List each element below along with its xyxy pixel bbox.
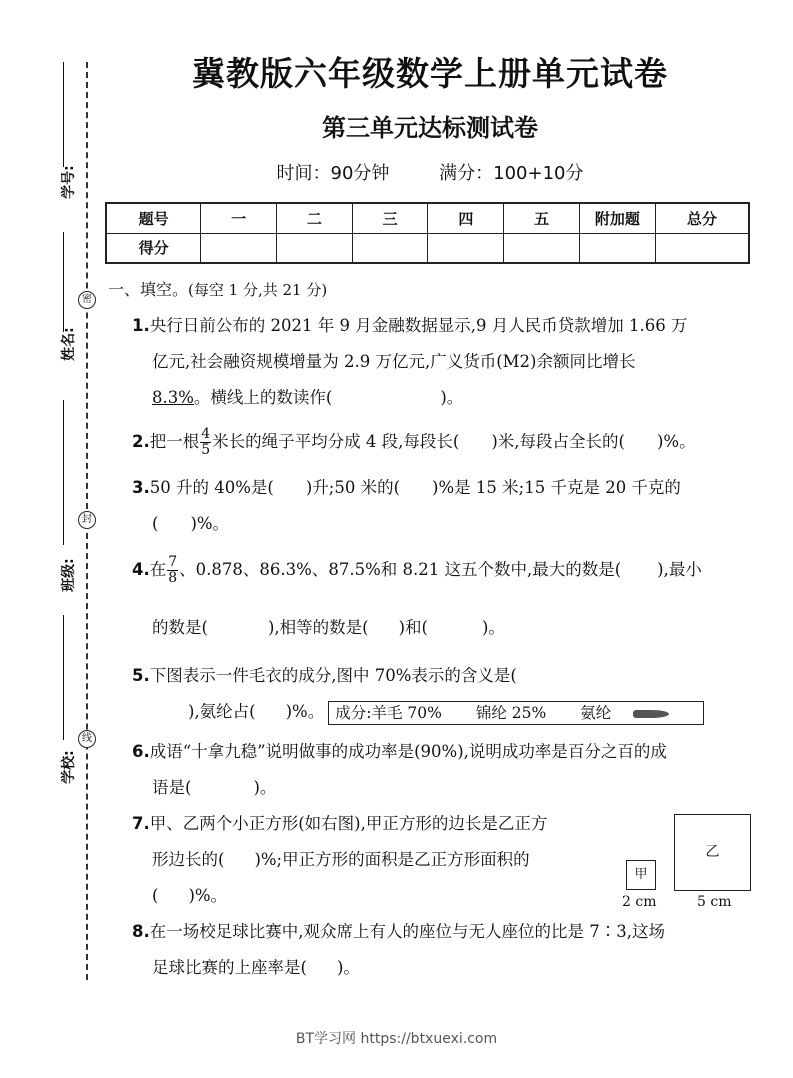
- student-id-label: 学号:: [61, 165, 77, 199]
- square-jia: 甲: [626, 860, 656, 890]
- wool-percent: 成分:羊毛 70%: [335, 703, 442, 722]
- section-title: 一、填空。: [108, 280, 189, 299]
- score-table: [105, 202, 750, 264]
- fraction-4-5: [200, 427, 211, 458]
- question-number: 6.: [132, 742, 150, 761]
- question-text: )。: [481, 618, 505, 637]
- question-text: )%。: [190, 514, 230, 533]
- question-text: 下图表示一件毛衣的成分,图中 70%表示的含义是(: [149, 666, 517, 685]
- score-header-cell: 二: [276, 203, 352, 233]
- class-line: [63, 400, 64, 545]
- time-limit: 时间：90分钟: [276, 163, 390, 184]
- class-label: 班级:: [61, 558, 77, 592]
- square-yi: 乙: [674, 814, 751, 891]
- score-header-cell: 总分: [655, 203, 749, 233]
- score-header-cell: 三: [352, 203, 428, 233]
- question-2: [132, 424, 752, 460]
- fraction-7-8: [167, 555, 178, 586]
- question-text: 足球比赛的上座率是(: [152, 958, 307, 977]
- question-text: 、0.878、86.3%、87.5%和 8.21 这五个数中,最大的数是(: [179, 560, 622, 579]
- score-row-label: 得分: [106, 233, 201, 263]
- question-text: 米长的绳子平均分成 4 段,每段长(: [212, 432, 460, 451]
- sweater-composition-label: [328, 701, 704, 725]
- question-text: )。: [440, 388, 464, 407]
- smudge-icon: [633, 710, 669, 718]
- question-text: 把一根: [149, 432, 200, 451]
- question-text: ),相等的数是(: [267, 618, 369, 637]
- question-text: (: [152, 886, 159, 905]
- nylon-percent: 锦纶 25%: [475, 703, 547, 722]
- question-4: [132, 552, 752, 646]
- question-text: 语是(: [152, 778, 192, 797]
- underlined-number: 8.3%: [152, 388, 194, 407]
- question-text: )米,每段占全长的(: [491, 432, 625, 451]
- question-3: [132, 470, 752, 542]
- spandex-label: 氨纶: [580, 703, 612, 722]
- question-8: [132, 914, 752, 986]
- question-text: 亿元,社会融资规模增量为 2.9 万亿元,广义货币(M2)余额同比增长: [152, 352, 636, 371]
- name-line: [63, 232, 64, 332]
- question-text: )%;甲正方形的面积是乙正方形面积的: [254, 850, 530, 869]
- section-heading: [108, 277, 327, 300]
- question-text: )。: [253, 778, 277, 797]
- exam-meta: [100, 159, 760, 185]
- question-6: [132, 734, 752, 806]
- score-cell[interactable]: [276, 233, 352, 263]
- denominator: 5: [201, 442, 211, 458]
- name-label: 姓名:: [61, 327, 77, 361]
- question-text: 50 升的 40%是(: [149, 478, 274, 497]
- score-cell[interactable]: [352, 233, 428, 263]
- question-text: 央行日前公布的 2021 年 9 月金融数据显示,9 月人民币贷款增加 1.66 万: [149, 316, 688, 335]
- numerator: 4: [201, 426, 211, 442]
- square-jia-side: 2 cm: [622, 894, 657, 910]
- numerator: 7: [168, 554, 178, 570]
- question-text: 形边长的(: [152, 850, 225, 869]
- school-line: [63, 615, 64, 740]
- question-text: 甲、乙两个小正方形(如右图),甲正方形的边长是乙正方: [149, 814, 548, 833]
- question-text: )%。: [285, 702, 325, 721]
- question-text: )%。: [188, 886, 228, 905]
- question-text: )。: [336, 958, 360, 977]
- seal-xian-icon: 线: [78, 730, 96, 748]
- page-subtitle: 第三单元达标测试卷: [322, 114, 538, 142]
- score-cell[interactable]: [504, 233, 580, 263]
- score-header-cell: 五: [504, 203, 580, 233]
- score-header-cell: 四: [428, 203, 504, 233]
- watermark-footer: BT学习网 https://btxuexi.com: [295, 1031, 498, 1047]
- question-text: 在一场校足球比赛中,观众席上有人的座位与无人座位的比是 7∶3,这场: [149, 922, 665, 941]
- question-text: 成语“十拿九稳”说明做事的成功率是(90%),说明成功率是百分之百的成: [149, 742, 667, 761]
- question-text: )%。: [656, 432, 696, 451]
- section-hint: (每空 1 分,共 21 分): [188, 281, 328, 299]
- question-text: )%是 15 米;15 千克是 20 千克的: [432, 478, 681, 497]
- question-text: 在: [149, 560, 167, 579]
- score-cell[interactable]: [580, 233, 656, 263]
- question-number: 4.: [132, 560, 150, 579]
- score-table-score-row: [106, 233, 749, 263]
- school-label: 学校:: [61, 750, 77, 784]
- question-text: )和(: [398, 618, 428, 637]
- question-5: [132, 658, 752, 730]
- full-score: 满分：100+10分: [439, 163, 584, 184]
- score-cell[interactable]: [655, 233, 749, 263]
- score-table-header-row: [106, 203, 749, 233]
- question-text: ),最小: [657, 560, 702, 579]
- question-number: 2.: [132, 432, 150, 451]
- student-id-line: [63, 62, 64, 167]
- seal-feng-icon: 封: [78, 511, 96, 529]
- score-header-cell: 一: [201, 203, 277, 233]
- question-text: (: [152, 514, 159, 533]
- question-7: [132, 806, 612, 914]
- question-number: 8.: [132, 922, 150, 941]
- page-title: 冀教版六年级数学上册单元试卷: [192, 54, 668, 93]
- seal-mi-icon: 密: [78, 291, 96, 309]
- question-text: ),氨纶占(: [188, 702, 256, 721]
- denominator: 8: [168, 570, 178, 586]
- square-yi-side: 5 cm: [697, 894, 732, 910]
- score-header-cell: 题号: [106, 203, 201, 233]
- question-text: 。横线上的数读作(: [193, 388, 333, 407]
- score-header-cell: 附加题: [580, 203, 656, 233]
- question-number: 5.: [132, 666, 150, 685]
- score-cell[interactable]: [428, 233, 504, 263]
- score-cell[interactable]: [201, 233, 277, 263]
- question-1: [132, 308, 752, 416]
- question-text: )升;50 米的(: [305, 478, 401, 497]
- question-text: 的数是(: [152, 618, 208, 637]
- question-number: 1.: [132, 316, 150, 335]
- question-number: 3.: [132, 478, 150, 497]
- question-number: 7.: [132, 814, 150, 833]
